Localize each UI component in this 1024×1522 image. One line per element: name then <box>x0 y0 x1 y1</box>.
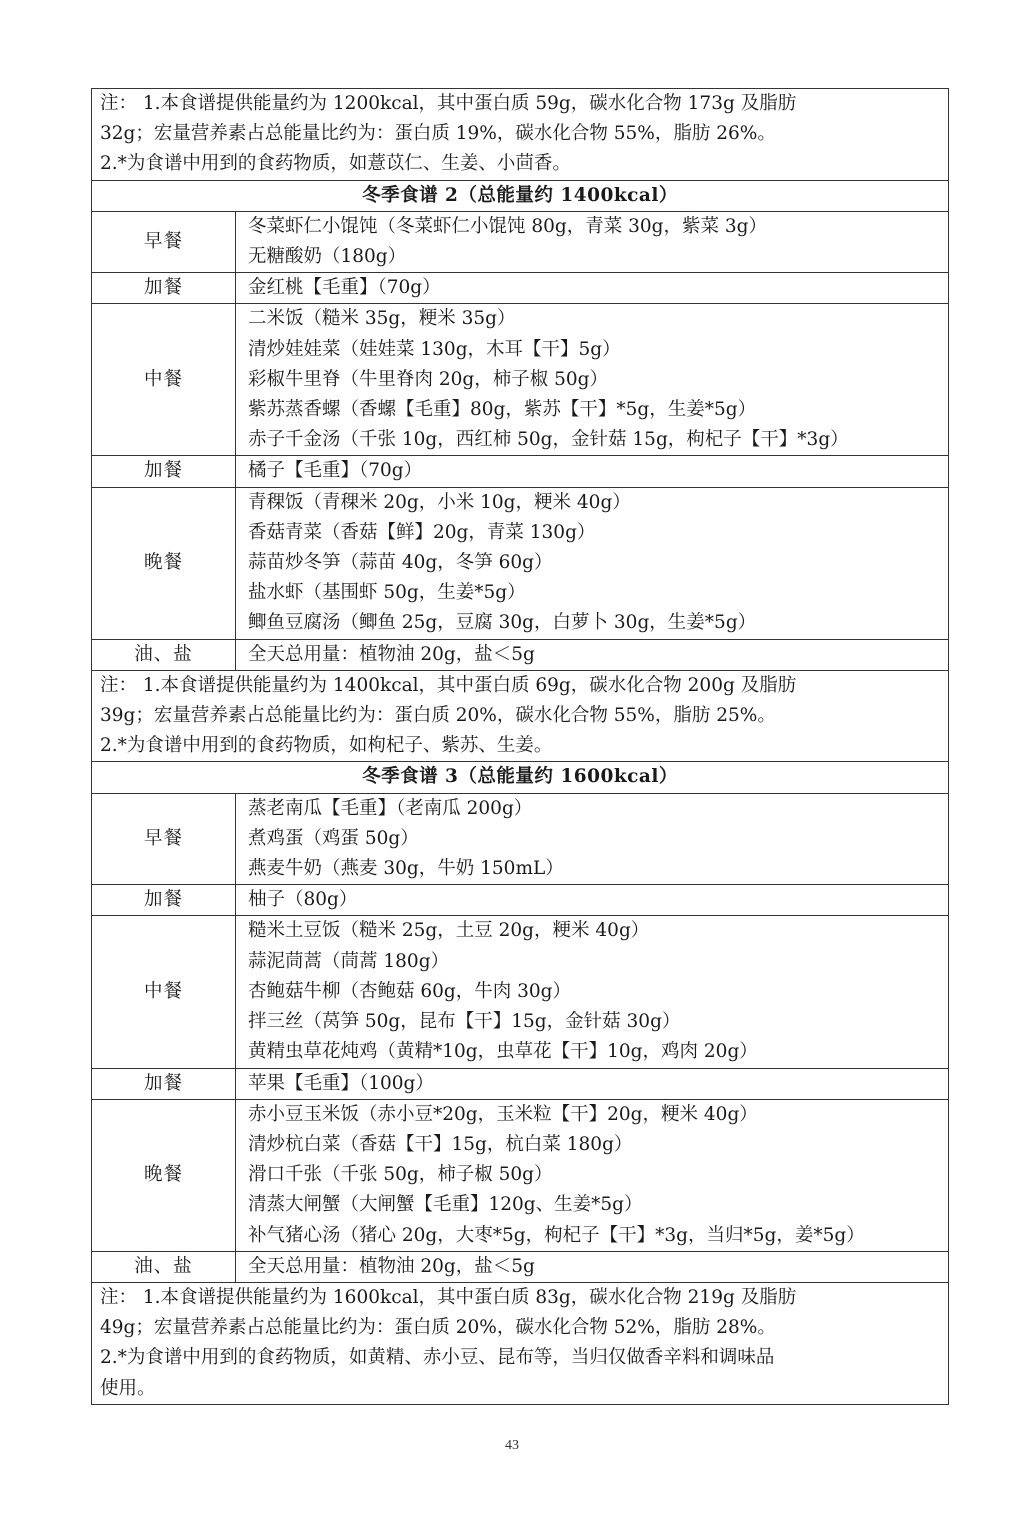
table-row <box>92 639 949 670</box>
meal-items <box>236 916 949 1068</box>
note-line: 注： 1.本食谱提供能量约为 1400kcal，其中蛋白质 69g，碳水化合物 200g 及脂肪 <box>100 674 797 696</box>
table-row <box>92 304 949 456</box>
table-row <box>92 1099 949 1251</box>
dish-line: 无糖酸奶（180g） <box>248 246 407 268</box>
dish-line: 柚子（80g） <box>248 889 358 911</box>
meal-items <box>236 1068 949 1099</box>
dish-line: 蒜泥茼蒿（茼蒿 180g） <box>248 950 450 972</box>
note-1400 <box>92 670 949 762</box>
meal-items <box>236 273 949 304</box>
dish-line: 拌三丝（莴笋 50g，昆布【干】15g，金针菇 30g） <box>248 1011 681 1033</box>
dish-line: 糙米土豆饭（糙米 25g，土豆 20g，粳米 40g） <box>248 920 650 942</box>
page-number: 43 <box>505 1438 519 1453</box>
note-line: 49g；宏量营养素占总能量比约为：蛋白质 20%，碳水化合物 52%，脂肪 28%。 <box>100 1317 776 1339</box>
note-line: 使用。 <box>100 1377 156 1399</box>
meal-label-dinner: 晚餐 <box>92 487 236 639</box>
dish-line: 补气猪心汤（猪心 20g，大枣*5g，枸杞子【干】*3g，当归*5g，姜*5g） <box>248 1224 865 1246</box>
dish-line: 鲫鱼豆腐汤（鲫鱼 25g，豆腐 30g，白萝卜 30g，生姜*5g） <box>248 612 757 634</box>
table-row <box>92 885 949 916</box>
dish-line: 煮鸡蛋（鸡蛋 50g） <box>248 827 419 849</box>
meal-label-dinner: 晚餐 <box>92 1099 236 1251</box>
meal-items <box>236 793 949 885</box>
note-line: 2.*为食谱中用到的食药物质，如枸杞子、紫苏、生姜。 <box>100 735 553 757</box>
menu-2-title-row <box>92 180 949 211</box>
meal-items <box>236 487 949 639</box>
note-line: 32g；宏量营养素占总能量比约为：蛋白质 19%，碳水化合物 55%，脂肪 26%。 <box>100 123 776 145</box>
dish-line: 杏鲍菇牛柳（杏鲍菇 60g，牛肉 30g） <box>248 980 572 1002</box>
table-row <box>92 916 949 1068</box>
dish-line: 橘子【毛重】（70g） <box>248 460 423 482</box>
dish-line: 清炒杭白菜（香菇【干】15g，杭白菜 180g） <box>248 1133 633 1155</box>
meal-label-snack: 加餐 <box>92 1068 236 1099</box>
meal-label-breakfast: 早餐 <box>92 793 236 885</box>
dish-line: 冬菜虾仁小馄饨（冬菜虾仁小馄饨 80g，青菜 30g，紫菜 3g） <box>248 215 768 237</box>
note-1200 <box>92 89 949 181</box>
meal-label-breakfast: 早餐 <box>92 211 236 272</box>
dish-line: 燕麦牛奶（燕麦 30g，牛奶 150mL） <box>248 858 564 880</box>
meal-items <box>236 456 949 487</box>
dish-line: 蒜苗炒冬笋（蒜苗 40g，冬笋 60g） <box>248 552 553 574</box>
dish-line: 金红桃【毛重】（70g） <box>248 277 441 299</box>
dish-line: 盐水虾（基围虾 50g，生姜*5g） <box>248 582 526 604</box>
meal-label-lunch: 中餐 <box>92 304 236 456</box>
meal-label-oil-salt: 油、盐 <box>92 639 236 670</box>
note-line: 2.*为食谱中用到的食药物质，如黄精、赤小豆、昆布等，当归仅做香辛料和调味品 <box>100 1347 775 1369</box>
dish-line: 滑口千张（千张 50g，柿子椒 50g） <box>248 1164 553 1186</box>
dish-line: 彩椒牛里脊（牛里脊肉 20g，柿子椒 50g） <box>248 368 609 390</box>
meal-label-snack: 加餐 <box>92 885 236 916</box>
note-1600 <box>92 1282 949 1404</box>
dish-line: 青稞饭（青稞米 20g，小米 10g，粳米 40g） <box>248 491 631 513</box>
meal-label-lunch: 中餐 <box>92 916 236 1068</box>
menu-3-title-row <box>92 762 949 793</box>
winter-menu-table <box>91 88 949 1405</box>
table-row <box>92 487 949 639</box>
meal-items <box>236 211 949 272</box>
dish-line: 蒸老南瓜【毛重】（老南瓜 200g） <box>248 797 533 819</box>
table-row <box>92 1251 949 1282</box>
note-row-1200 <box>92 89 949 181</box>
dish-line: 二米饭（糙米 35g，粳米 35g） <box>248 308 516 330</box>
table-row <box>92 211 949 272</box>
table-row <box>92 1068 949 1099</box>
dish-line: 清蒸大闸蟹（大闸蟹【毛重】120g、生姜*5g） <box>248 1194 643 1216</box>
note-row-1600 <box>92 1282 949 1404</box>
meal-label-oil-salt: 油、盐 <box>92 1251 236 1282</box>
dish-line: 清炒娃娃菜（娃娃菜 130g，木耳【干】5g） <box>248 338 621 360</box>
meal-items <box>236 639 949 670</box>
table-row <box>92 456 949 487</box>
note-line: 2.*为食谱中用到的食药物质，如薏苡仁、生姜、小茴香。 <box>100 153 571 175</box>
dish-line: 赤子千金汤（千张 10g，西红柿 50g，金针菇 15g，枸杞子【干】*3g） <box>248 429 849 451</box>
dish-line: 全天总用量：植物油 20g，盐＜5g <box>248 1255 535 1277</box>
meal-items <box>236 304 949 456</box>
table-row <box>92 273 949 304</box>
meal-items <box>236 885 949 916</box>
dish-line: 黄精虫草花炖鸡（黄精*10g，虫草花【干】10g，鸡肉 20g） <box>248 1041 758 1063</box>
dish-line: 赤小豆玉米饭（赤小豆*20g，玉米粒【干】20g，粳米 40g） <box>248 1103 758 1125</box>
dish-line: 全天总用量：植物油 20g，盐＜5g <box>248 643 535 665</box>
document-page <box>91 88 948 1405</box>
meal-items <box>236 1099 949 1251</box>
dish-line: 紫苏蒸香螺（香螺【毛重】80g，紫苏【干】*5g，生姜*5g） <box>248 399 757 421</box>
menu-3-title: 冬季食谱 3（总能量约 1600kcal） <box>92 762 949 793</box>
meal-label-snack: 加餐 <box>92 456 236 487</box>
dish-line: 苹果【毛重】（100g） <box>248 1072 434 1094</box>
note-line: 39g；宏量营养素占总能量比约为：蛋白质 20%，碳水化合物 55%，脂肪 25%。 <box>100 705 776 727</box>
note-line: 注： 1.本食谱提供能量约为 1200kcal，其中蛋白质 59g，碳水化合物 173g 及脂肪 <box>100 93 797 114</box>
menu-2-title: 冬季食谱 2（总能量约 1400kcal） <box>92 180 949 211</box>
dish-line: 香菇青菜（香菇【鲜】20g，青菜 130g） <box>248 521 596 543</box>
meal-items <box>236 1251 949 1282</box>
meal-label-snack: 加餐 <box>92 273 236 304</box>
note-line: 注： 1.本食谱提供能量约为 1600kcal，其中蛋白质 83g，碳水化合物 219g 及脂肪 <box>100 1286 797 1308</box>
table-row <box>92 793 949 885</box>
note-row-1400 <box>92 670 949 762</box>
